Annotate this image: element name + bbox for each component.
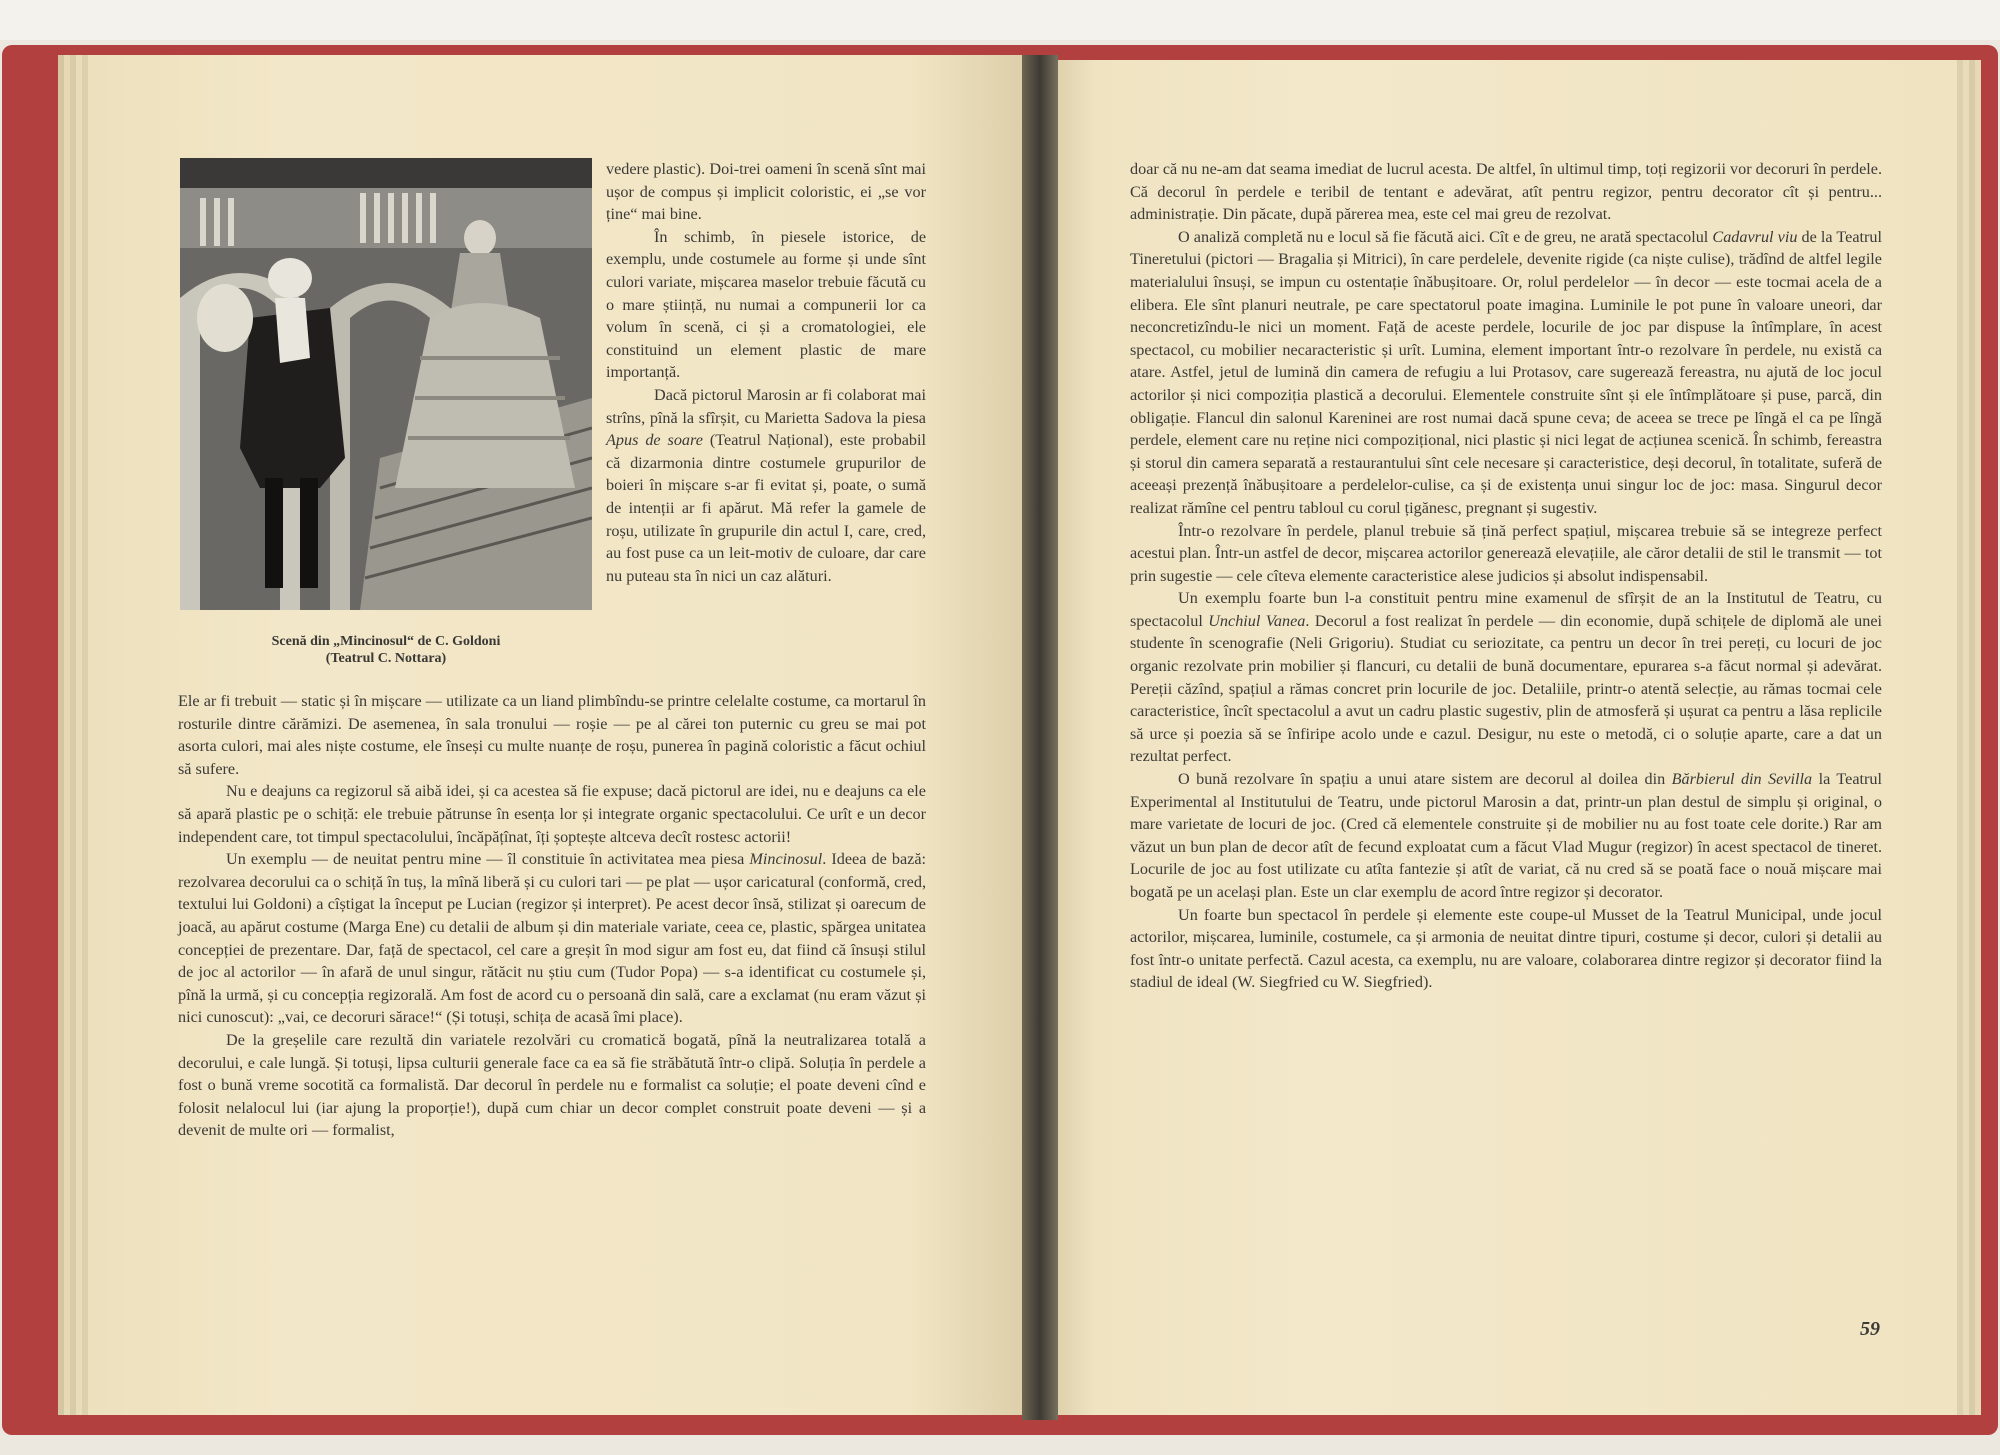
text-run: la Teatrul Experimental al Institutului de Teatru, unde pictorul Marosin a dat, printr-un plan destul de simplu și original, o mare varietate de locuri de joc. (Cred că elementele construite și de mobilier nu au fost toate cele dorite.) Rar am văzut un bun plan de decor atît de fecund exploatat cum a făcut Vlad Mugur (regizor) în acest spectacol de tineret. Locurile de joc au fost utilizate cu atîta fantezie și atît de variat, că nu cred să se poată face o nouă mișcare mai bogată pe un același plan. Este un clar exemplu de acord între regizor și decorator. — [1130, 770, 1882, 901]
scene-photo-drawing — [180, 158, 592, 610]
text-run: (Teatrul Național), este probabil că dizarmonia dintre costumele grupurilor de boieri în mișcare s-ar fi evitat și, poate, o sumă de intenții ar fi apărut. Mă refer la gamele de roșu, utilizate în grupurile din actul I, care, cred, au fost puse ca un leit-motiv de culoare, dar care nu puteau sta în nici un caz alături. — [606, 431, 926, 585]
text-run: Un foarte bun spectacol în perdele și elemente este coupe-ul Musset de la Teatrul Municipal, unde jocul actorilor, mișcarea, luminile, costumele, ca și armonia de neuitat dintre tipuri, costume și decor, culori și detalii au fost într-o unitate perfectă. Cazul acesta, ca exemplu, nu are valoare, colaborarea dintre regizor și decorator fiind la stadiul de ideal (W. Siegfried cu W. Siegfried). — [1130, 905, 1882, 992]
text-run: vedere plastic). Doi-trei oameni în scenă sînt mai ușor de compus și implicit coloristic, ei „se vor ține“ mai bine. — [606, 160, 926, 224]
book-spine — [1022, 55, 1058, 1420]
text-run: Dacă pictorul Marosin ar fi colaborat mai strîns, pînă la sfîrșit, cu Marietta Sadova la piesa — [606, 385, 926, 427]
text-run: O analiză completă nu e locul să fie făcută aici. Cît e de greu, ne arată spectacolul — [1178, 227, 1713, 246]
text-run: De la greșelile care rezultă din variatele rezolvări cu cromatică bogată, pînă la neutralizarea totală a decorului, e cale lungă. Și totuși, lipsa culturii generale face ca ea să fie străbătută într-o clipă. Soluția în perdele a fost o bună vreme socotită ca formalistă. Dar decorul în perdele nu e formalist ca soluție; el poate deveni cînd e folosit nelalocul lui (iar ajung la proporție!), după cum chiar un decor complet construit poate deveni — și a devenit de multe ori — formalist, — [178, 1030, 926, 1140]
paragraph — [606, 384, 926, 587]
italic-title: Bărbierul din Sevilla — [1671, 770, 1813, 789]
paragraph — [606, 226, 926, 384]
scene-photo — [180, 158, 592, 610]
paragraph — [1130, 520, 1882, 588]
paragraph — [178, 848, 926, 1029]
right-page-body-text — [1130, 158, 1882, 994]
text-run: Un exemplu — de neuitat pentru mine — îl constituie în activitatea mea piesa — [226, 850, 750, 869]
left-page-body-text — [178, 690, 926, 1142]
italic-title: Cadavrul viu — [1712, 227, 1798, 246]
italic-title: Unchiul Vanea — [1208, 611, 1306, 630]
italic-title: Apus de soare — [606, 431, 703, 450]
caption-line-1: Scenă din „Mincinosul“ de C. Goldoni — [271, 634, 501, 649]
text-run: Într-o rezolvare în perdele, planul trebuie să țină perfect spațiul, mișcarea trebuie să se integreze perfect acestui plan. Într-un astfel de decor, mișcarea actorilor generează elevațiile, ale căror detalii de stil le transmit — tot prin sugestie — cele cîteva elemente caracteristice alese judicios și absolut indispensabil. — [1130, 521, 1882, 585]
page-number: 59 — [1860, 1318, 1880, 1340]
paragraph — [1130, 226, 1882, 520]
text-run: . Decorul a fost realizat în perdele — din economie, după schițele de diplomă ale unei studente în scenografie (Neli Grigoriu). Studiat cu seriozitate, ca pentru un decor în trei pereți, cu locuri de joc organic rezolvate prin mobilier și flancuri, cu detalii de bună documentare, epurarea s-a făcut normal și adevărat. Pereții căzînd, spațiul a rămas concret prin locurile de joc. Detaliile, printr-o atentă selecție, au rămas tocmai cele caracteristice, încît spectacolul a avut un cadru plastic sugestiv, plin de atmosferă și ușurat ca pentru a lăsa replicile să urce și poezia să se înfiripe acolo unde e cazul. Desigur, nu este o metodă, ci o soluție aparte, care a dat un rezultat perfect. — [1130, 611, 1882, 766]
text-run: doar că nu ne-am dat seama imediat de lucrul acesta. De altfel, în ultimul timp, toți regizorii vor decoruri în perdele. Că decorul în perdele e teribil de tentant e adevărat, atît pentru regizor, pentru decorator cît și pentru... administrație. Din păcate, după părerea mea, este cel mai greu de rezolvat. — [1130, 160, 1882, 224]
italic-title: Mincinosul — [749, 850, 823, 869]
paragraph — [178, 780, 926, 848]
text-run: În schimb, în piesele istorice, de exemplu, unde costumele au forme și unde sînt culori variate, mișcarea maselor trebuie făcută cu o mare știință, nu numai a compunerii lor ca volum în scenă, ci și a cromatologiei, ele constituind un element plastic de mare importanță. — [606, 227, 926, 382]
text-run: . Ideea de bază: rezolvarea decorului ca o schiță în tuș, la mînă liberă și cu culori tari — pe plat — ușor caricatural (conformă, cred, textului lui Goldoni) a cîștigat la început pe Lucian (regizor și interpret). Pe acest decor însă, stilizat și oarecum de joacă, au apărut costume (Marga Ene) cu detalii de album și din materiale variate, ceea ce, plastic, spărgea unitatea concepției de prezentare. Dar, față de spectacol, cel care a greșit în mod sigur am fost eu, dat fiind că însuși stilul de joc al actorilor — în afară de unul singur, rătăcit nu știu cum (Tudor Popa) — s-a identificat cu costumele și, pînă la urmă, și cu concepția regizorală. Am fost de acord cu o persoană din sală, care a exclamat (nu eram văzut și nici cunoscut): „vai, ce decoruri sărace!“ (Și totuși, schița de acasă îmi place). — [178, 850, 926, 1027]
left-column-text — [606, 158, 926, 587]
photo-caption — [180, 633, 592, 667]
paragraph — [1130, 904, 1882, 994]
paragraph — [1130, 158, 1882, 226]
text-run: O bună rezolvare în spațiu a unui atare sistem are decorul al doilea din — [1178, 770, 1672, 789]
paragraph — [178, 690, 926, 780]
paragraph — [178, 1029, 926, 1142]
paragraph — [1130, 768, 1882, 904]
text-run: Ele ar fi trebuit — static și în mișcare — utilizate ca un liand plimbîndu-se printre celelalte costume, ca mortarul în rosturile dintre cărămizi. De asemenea, în sala tronului — roșie — pe al cărei ton puternic cu greu se mai pot asorta culori, mai ales niște costume, ele înseși cu multe nuanțe de roșu, punerea în pagină coloristic a făcut ochiul să sufere. — [178, 692, 926, 778]
text-run: Un exemplu foarte bun l-a constituit pentru mine examenul de sfîrșit de an la Institutul de Teatru, cu spectacolul — [1130, 589, 1882, 630]
paragraph — [1130, 587, 1882, 768]
text-run: Nu e deajuns ca regizorul să aibă idei, și ca acestea să fie expuse; dacă pictorul are idei, nu e deajuns ca ele să apară plastic pe o schiță: ele trebuie pătrunse în esența lor și integrate organic spectacolului. Ce urît e un decor independent care, tot timpul spectacolului, încăpățînat, îți șoptește altceva decît rostesc actorii! — [178, 782, 926, 846]
caption-line-2: (Teatrul C. Nottara) — [325, 651, 447, 666]
paragraph — [606, 158, 926, 226]
text-run: de la Teatrul Tineretului (pictori — Bragalia și Mitrici), în care perdelele, devenite rigide (ca niște culise), trădînd de altfel legile materialului însuși, se impun cu ostentație înăbușitoare. Or, rolul perdelelor — în decor — este tocmai acela de a elibera. Ele sînt planuri neutrale, pe care spectatorul poate imagina. Luminile le pot pune în valoare uneori, dar neconcretizîndu-le nici un moment. Față de aceste perdele, locurile de joc par dispuse la întîmplare, în acest spectacol, cu mobilier necaracteristic și urît. Lumina, element important într-o rezolvare în perdele, nu există ca atare. Astfel, jetul de lumină din camera de refugiu a lui Protasov, care sugerează fereastra, nu ajută de loc jocul actorilor și nici compoziția plastică a decorului. Elementele construite sînt și ele întîmplătoare și puse, parcă, din obligație. Flancul din salonul Kareninei are rost numai dacă spune ceva; de aceea se trece pe lîngă el ca pe lîngă perdele, element care nu reține nici compozițional, nici plastic și nici legat de acțiunea scenică. În schimb, fereastra și storul din camera separată a restaurantului sînt cele necesare și caracteristice, deși decorul, în totalitate, suferă de aceeași prezență înăbușitoare a perdelelor-culise, ca și de existența unui singur loc de joc: masa. Singurul decor realizat rămîne cel pentru tabloul cu corul țigănesc, pregnant și sugestiv. — [1130, 227, 1882, 517]
